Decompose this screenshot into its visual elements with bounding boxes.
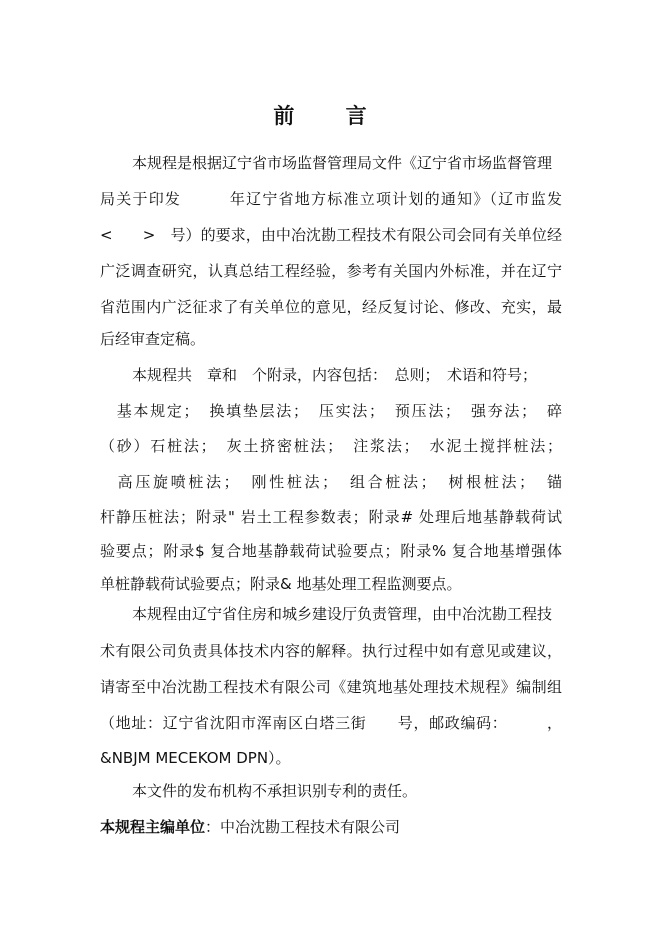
patent-statement: 本文件的发布机构不承担识别专利的责任。	[132, 782, 418, 800]
editor-label: 本规程主编单位	[100, 818, 206, 836]
paragraph-1-line-6: 后经审查定稿。	[100, 330, 206, 348]
paragraph-1-line-2: 局关于印发 年辽宁省地方标准立项计划的通知》（辽市监发	[100, 190, 562, 208]
paragraph-2-line-7: 单桩静载荷试验要点；附录& 地基处理工程监测要点。	[100, 575, 462, 593]
paragraph-3-line-3: 请寄至中冶沈勘工程技术有限公司《建筑地基处理技术规程》编制组	[100, 678, 562, 696]
paragraph-2-line-5: 杆静压桩法；附录" 岩土工程参数表；附录# 处理后地基静载荷试	[100, 508, 562, 526]
paragraph-2-line-4: 高压旋喷桩法； 刚性桩法； 组合桩法； 树根桩法； 锚	[100, 473, 562, 491]
editor-value: 中冶沈勘工程技术有限公司	[220, 818, 401, 836]
paragraph-1-line-4: 广泛调查研究，认真总结工程经验，参考有关国内外标准，并在辽宁	[100, 262, 562, 280]
paragraph-2-line-6: 验要点；附录$ 复合地基静载荷试验要点；附录% 复合地基增强体	[100, 542, 562, 560]
paragraph-2-line-1: 本规程共 章和 个附录，内容包括： 总则； 术语和符号；	[132, 366, 538, 384]
paragraph-3-line-5: &NBJM MECEKOM DPN）。	[100, 749, 291, 767]
paragraph-1-line-1: 本规程是根据辽宁省市场监督管理局文件《辽宁省市场监督管理	[132, 154, 553, 172]
paragraph-2-line-2: 基本规定； 换填垫层法； 压实法； 预压法； 强夯法； 碎	[100, 402, 562, 420]
paragraph-1-line-5: 省范围内广泛征求了有关单位的意见，经反复讨论、修改、充实，最	[100, 298, 562, 316]
page-title: 前 言	[273, 103, 389, 128]
paragraph-3-line-1: 本规程由辽宁省住房和城乡建设厅负责管理，由中冶沈勘工程技	[132, 605, 553, 623]
paragraph-3-line-2: 术有限公司负责具体技术内容的解释。执行过程中如有意见或建议，	[100, 642, 562, 660]
paragraph-3-line-4: （地址：辽宁省沈阳市浑南区白塔三街 号，邮政编码： ，	[100, 714, 562, 732]
paragraph-1-line-3: < > 号）的要求，由中冶沈勘工程技术有限公司会同有关单位经	[100, 226, 562, 244]
editor-line	[100, 817, 400, 837]
editor-colon: ：	[205, 818, 221, 836]
paragraph-2-line-3: （砂）石桩法； 灰土挤密桩法； 注浆法； 水泥土搅拌桩法；	[100, 437, 562, 455]
